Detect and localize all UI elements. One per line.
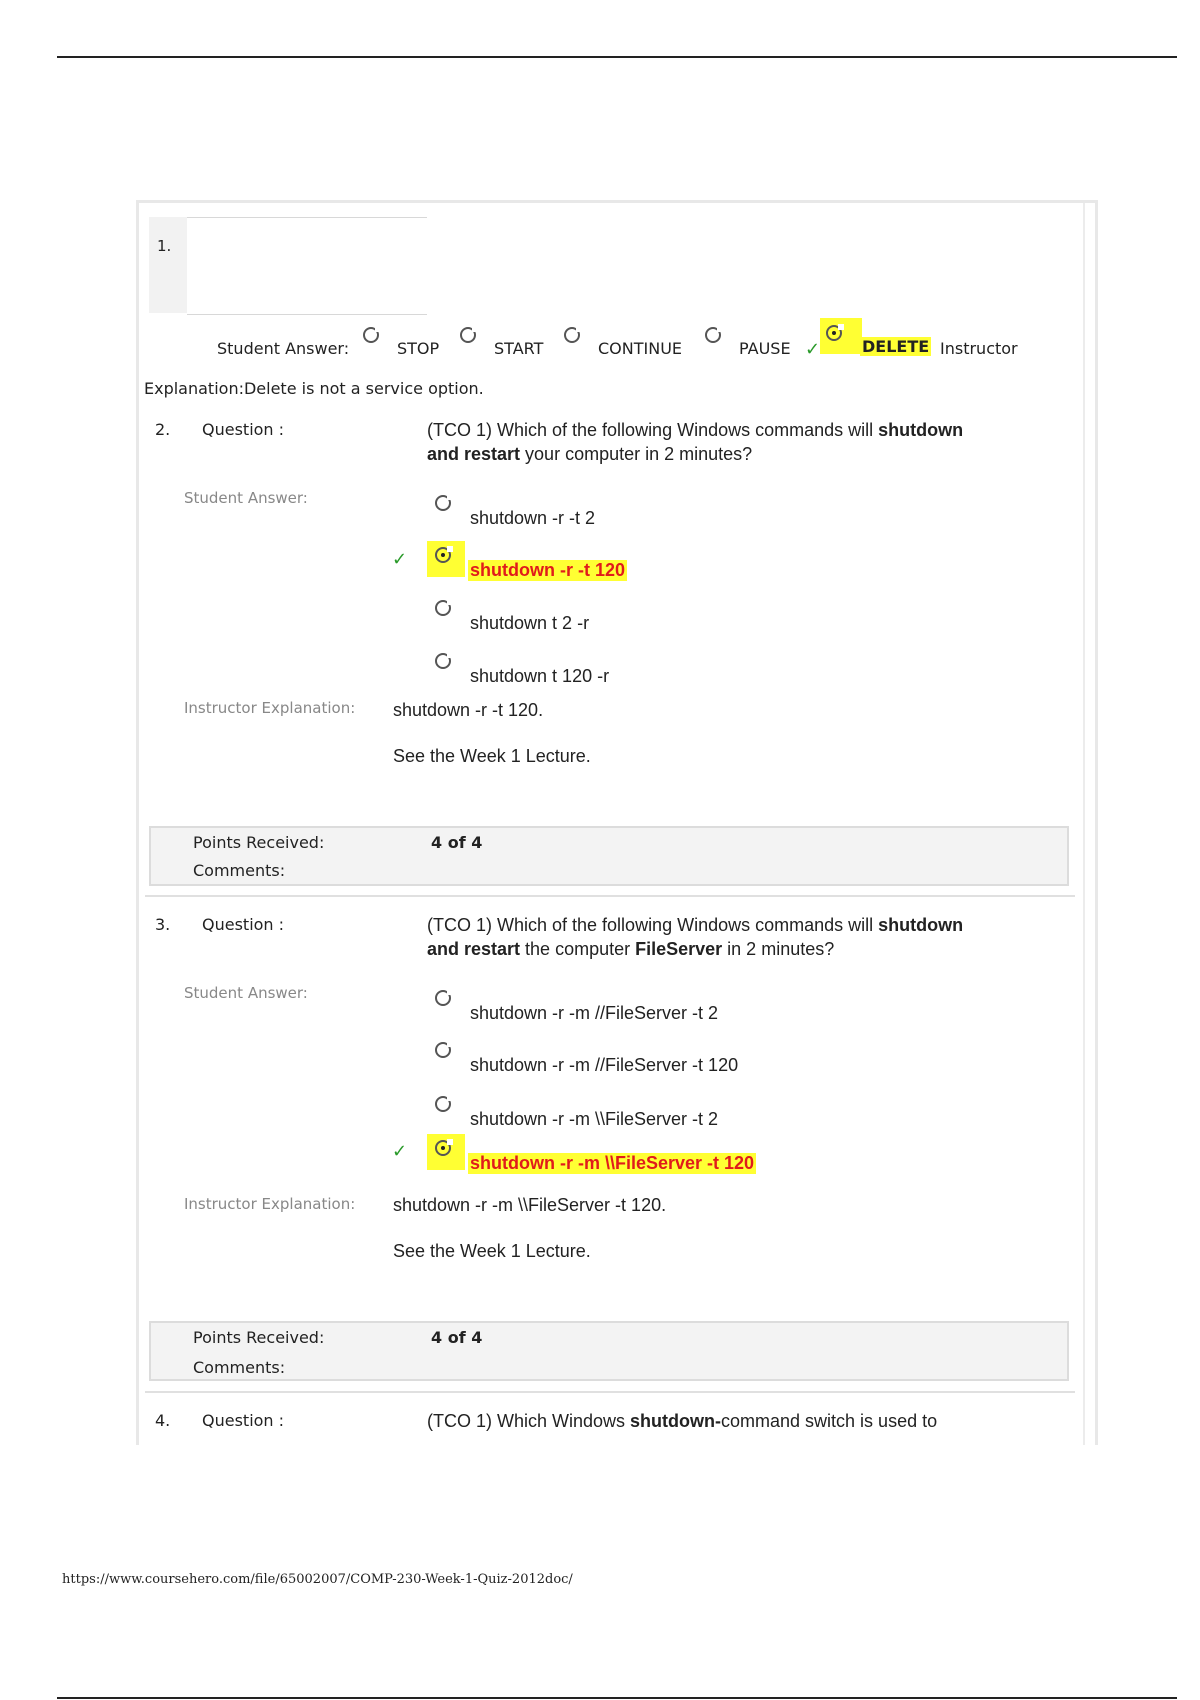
q3-points-box (149, 1321, 1069, 1381)
q2-option: shutdown t 120 -r (470, 666, 610, 686)
q4-number: 4. (155, 1411, 171, 1430)
q3-text-part: in 2 minutes? (722, 939, 835, 959)
quiz-frame (136, 200, 1098, 1445)
q1-question-area (187, 217, 427, 315)
top-rule (57, 56, 1177, 58)
q3-points-value: 4 of 4 (431, 1328, 483, 1347)
q2-radio-option-selected[interactable] (435, 547, 451, 563)
q3-explanation-2: See the Week 1 Lecture. (393, 1241, 591, 1261)
q2-question-text (427, 418, 963, 466)
q2-text-part: your computer in 2 minutes? (520, 444, 753, 464)
q1-option-delete: DELETE (862, 337, 930, 356)
q3-option: shutdown -r -m //FileServer -t 120 (470, 1055, 739, 1075)
q3-text-part: (TCO 1) Which of the following Windows commands will (427, 915, 879, 935)
q2-points-box (149, 826, 1069, 886)
q2-student-answer-label: Student Answer: (184, 489, 308, 507)
q4-question-text (427, 1409, 937, 1433)
q3-text-part: the computer (520, 939, 636, 959)
q2-check-icon: ✓ (392, 549, 408, 570)
q3-radio-option-selected[interactable] (435, 1140, 451, 1156)
separator (145, 895, 1075, 897)
q1-option-continue: CONTINUE (598, 339, 683, 358)
q1-radio-continue[interactable] (564, 327, 580, 343)
q1-radio-pause[interactable] (705, 327, 721, 343)
q3-option: shutdown -r -m //FileServer -t 2 (470, 1003, 719, 1023)
q2-explanation-2: See the Week 1 Lecture. (393, 746, 591, 766)
q3-radio-option[interactable] (435, 990, 451, 1006)
q4-text-part: command switch is used to (721, 1411, 938, 1431)
q2-comments-label: Comments: (193, 861, 286, 880)
q2-points-label: Points Received: (193, 833, 325, 852)
q3-question-text (427, 913, 963, 961)
q2-text-bold: shutdown (878, 420, 964, 440)
q2-option-correct: shutdown -r -t 120 (470, 560, 626, 580)
quiz-panel (139, 203, 1085, 1445)
q2-instructor-label: Instructor Explanation: (184, 699, 356, 717)
q4-question-label: Question : (202, 1411, 285, 1430)
q2-radio-option[interactable] (435, 495, 451, 511)
q3-text-bold: FileServer (635, 939, 723, 959)
q1-student-answer-label: Student Answer: (217, 339, 350, 358)
q1-number: 1. (157, 237, 172, 255)
q2-option: shutdown t 2 -r (470, 613, 590, 633)
q2-points-value: 4 of 4 (431, 833, 483, 852)
q1-radio-stop[interactable] (363, 327, 379, 343)
q3-number: 3. (155, 915, 171, 934)
q1-explanation: Explanation:Delete is not a service option. (144, 379, 484, 398)
footer-url[interactable]: https://www.coursehero.com/file/65002007/COMP-230-Week-1-Quiz-2012doc/ (62, 1572, 573, 1587)
q4-text-part: (TCO 1) Which Windows (427, 1411, 631, 1431)
q3-text-bold: shutdown (878, 915, 964, 935)
q3-option-correct: shutdown -r -m \\FileServer -t 120 (470, 1153, 755, 1173)
q3-comments-label: Comments: (193, 1358, 286, 1377)
q3-text-bold: and restart (427, 939, 521, 959)
q1-instructor-label: Instructor (940, 339, 1018, 358)
q1-check-icon: ✓ (805, 339, 821, 360)
q1-radio-start[interactable] (460, 327, 476, 343)
separator (145, 1391, 1075, 1393)
q1-option-pause: PAUSE (739, 339, 791, 358)
q1-header-box (149, 217, 427, 313)
q3-radio-option[interactable] (435, 1096, 451, 1112)
q1-option-stop: STOP (397, 339, 440, 358)
bottom-rule (57, 1697, 1177, 1699)
q2-number: 2. (155, 420, 171, 439)
q2-radio-option[interactable] (435, 600, 451, 616)
q3-radio-option[interactable] (435, 1042, 451, 1058)
q2-option: shutdown -r -t 2 (470, 508, 596, 528)
q2-explanation-1: shutdown -r -t 120. (393, 700, 544, 720)
q3-option: shutdown -r -m \\FileServer -t 2 (470, 1109, 719, 1129)
q4-text-bold: shutdown- (630, 1411, 722, 1431)
q1-radio-delete[interactable] (826, 325, 842, 341)
q2-text-part: (TCO 1) Which of the following Windows commands will (427, 420, 879, 440)
q2-radio-option[interactable] (435, 653, 451, 669)
q3-check-icon: ✓ (392, 1141, 408, 1162)
q3-explanation-1: shutdown -r -m \\FileServer -t 120. (393, 1195, 667, 1215)
q3-instructor-label: Instructor Explanation: (184, 1195, 356, 1213)
q2-text-bold: and restart (427, 444, 521, 464)
q1-option-start: START (494, 339, 544, 358)
q3-points-label: Points Received: (193, 1328, 325, 1347)
q2-question-label: Question : (202, 420, 285, 439)
q3-question-label: Question : (202, 915, 285, 934)
q3-student-answer-label: Student Answer: (184, 984, 308, 1002)
